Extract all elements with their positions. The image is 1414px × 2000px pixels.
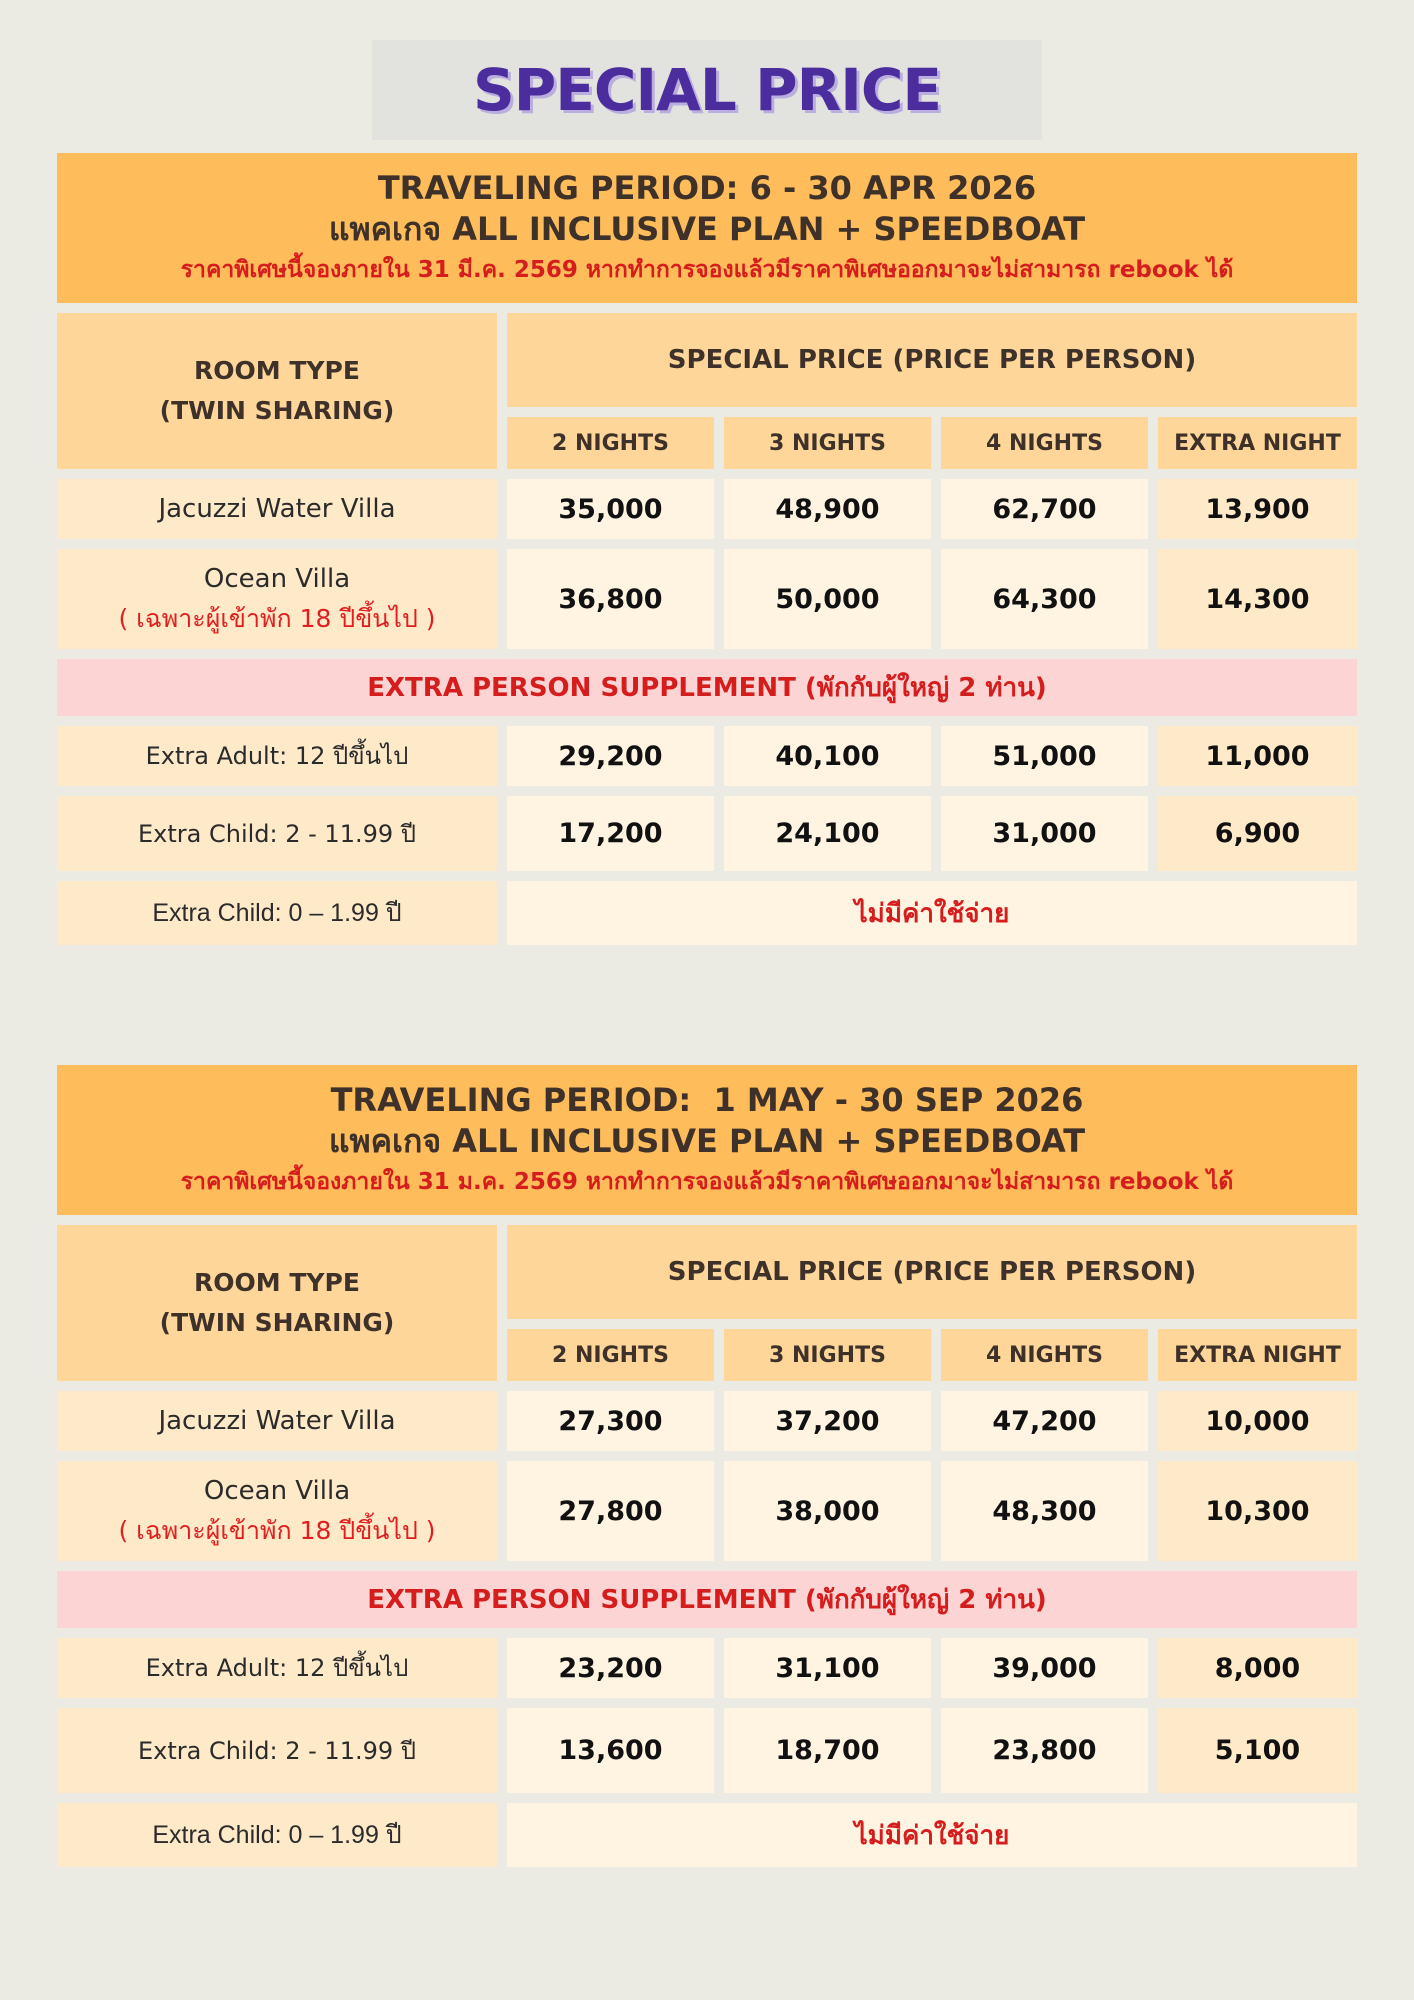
period-banner [57, 153, 1357, 303]
price-cell: 24,100 [724, 796, 931, 871]
column-header-3-nights: 3 NIGHTS [724, 417, 931, 469]
price-cell: 13,600 [507, 1708, 714, 1793]
price-section-2 [57, 1065, 1357, 1867]
booking-note: ราคาพิเศษนี้จองภายใน 31 มี.ค. 2569 หากทำการจองแล้วมีราคาพิเศษออกมาจะไม่สามารถ rebook ได้ [180, 257, 1234, 283]
column-header-2-nights: 2 NIGHTS [507, 1329, 714, 1381]
room-name: Ocean Villa ( เฉพาะผู้เข้าพัก 18 ปีขึ้นไป ) [57, 1461, 497, 1561]
price-cell: 8,000 [1158, 1638, 1357, 1698]
price-table [57, 313, 1357, 945]
price-cell: 39,000 [941, 1638, 1148, 1698]
price-cell: 48,900 [724, 479, 931, 539]
price-cell: 47,200 [941, 1391, 1148, 1451]
extra-person-supplement-header: EXTRA PERSON SUPPLEMENT (พักกับผู้ใหญ่ 2 ท่าน) [57, 1571, 1357, 1628]
price-section-1 [57, 153, 1357, 945]
price-cell: 48,300 [941, 1461, 1148, 1561]
price-cell: 5,100 [1158, 1708, 1357, 1793]
price-cell: 51,000 [941, 726, 1148, 786]
price-cell: 62,700 [941, 479, 1148, 539]
title-banner [372, 40, 1042, 140]
price-cell: 37,200 [724, 1391, 931, 1451]
package-plan: แพคเกจ ALL INCLUSIVE PLAN + SPEEDBOAT [328, 1122, 1086, 1160]
price-cell: 10,300 [1158, 1461, 1357, 1561]
price-cell: 10,000 [1158, 1391, 1357, 1451]
traveling-period: TRAVELING PERIOD: 1 MAY - 30 SEP 2026 [330, 1081, 1084, 1119]
room-type-header: ROOM TYPE (TWIN SHARING) [57, 1225, 497, 1381]
extra-child-label: Extra Child: 2 - 11.99 ปี [57, 796, 497, 871]
column-header-extra-night: EXTRA NIGHT [1158, 1329, 1357, 1381]
price-cell: 27,300 [507, 1391, 714, 1451]
price-cell: 35,000 [507, 479, 714, 539]
price-cell: 31,100 [724, 1638, 931, 1698]
room-name: Ocean Villa ( เฉพาะผู้เข้าพัก 18 ปีขึ้นไป ) [57, 549, 497, 649]
column-header-3-nights: 3 NIGHTS [724, 1329, 931, 1381]
special-price-header: SPECIAL PRICE (PRICE PER PERSON) [507, 1225, 1357, 1319]
package-plan: แพคเกจ ALL INCLUSIVE PLAN + SPEEDBOAT [328, 210, 1086, 248]
extra-person-supplement-header: EXTRA PERSON SUPPLEMENT (พักกับผู้ใหญ่ 2 ท่าน) [57, 659, 1357, 716]
room-name: Jacuzzi Water Villa [57, 1391, 497, 1451]
special-price-header: SPECIAL PRICE (PRICE PER PERSON) [507, 313, 1357, 407]
price-cell: 50,000 [724, 549, 931, 649]
price-cell: 13,900 [1158, 479, 1357, 539]
room-type-header: ROOM TYPE (TWIN SHARING) [57, 313, 497, 469]
page-title: SPECIAL PRICE [472, 56, 942, 124]
price-cell: 29,200 [507, 726, 714, 786]
price-cell: 64,300 [941, 549, 1148, 649]
column-header-4-nights: 4 NIGHTS [941, 417, 1148, 469]
room-name: Jacuzzi Water Villa [57, 479, 497, 539]
traveling-period: TRAVELING PERIOD: 6 - 30 APR 2026 [377, 169, 1037, 207]
price-cell: 31,000 [941, 796, 1148, 871]
room-restriction: ( เฉพาะผู้เข้าพัก 18 ปีขึ้นไป ) [118, 604, 436, 633]
free-of-charge: ไม่มีค่าใช้จ่าย [507, 1803, 1357, 1867]
price-table [57, 1225, 1357, 1867]
price-cell: 17,200 [507, 796, 714, 871]
price-cell: 23,800 [941, 1708, 1148, 1793]
infant-label: Extra Child: 0 – 1.99 ปี [57, 1803, 497, 1867]
extra-adult-label: Extra Adult: 12 ปีขึ้นไป [57, 1638, 497, 1698]
price-cell: 36,800 [507, 549, 714, 649]
extra-adult-label: Extra Adult: 12 ปีขึ้นไป [57, 726, 497, 786]
column-header-4-nights: 4 NIGHTS [941, 1329, 1148, 1381]
price-cell: 6,900 [1158, 796, 1357, 871]
price-cell: 38,000 [724, 1461, 931, 1561]
booking-note: ราคาพิเศษนี้จองภายใน 31 ม.ค. 2569 หากทำการจองแล้วมีราคาพิเศษออกมาจะไม่สามารถ rebook ได้ [180, 1169, 1234, 1195]
infant-label: Extra Child: 0 – 1.99 ปี [57, 881, 497, 945]
price-cell: 11,000 [1158, 726, 1357, 786]
column-header-extra-night: EXTRA NIGHT [1158, 417, 1357, 469]
column-header-2-nights: 2 NIGHTS [507, 417, 714, 469]
room-restriction: ( เฉพาะผู้เข้าพัก 18 ปีขึ้นไป ) [118, 1516, 436, 1545]
price-cell: 27,800 [507, 1461, 714, 1561]
price-cell: 14,300 [1158, 549, 1357, 649]
price-cell: 23,200 [507, 1638, 714, 1698]
price-cell: 40,100 [724, 726, 931, 786]
free-of-charge: ไม่มีค่าใช้จ่าย [507, 881, 1357, 945]
period-banner [57, 1065, 1357, 1215]
extra-child-label: Extra Child: 2 - 11.99 ปี [57, 1708, 497, 1793]
price-cell: 18,700 [724, 1708, 931, 1793]
